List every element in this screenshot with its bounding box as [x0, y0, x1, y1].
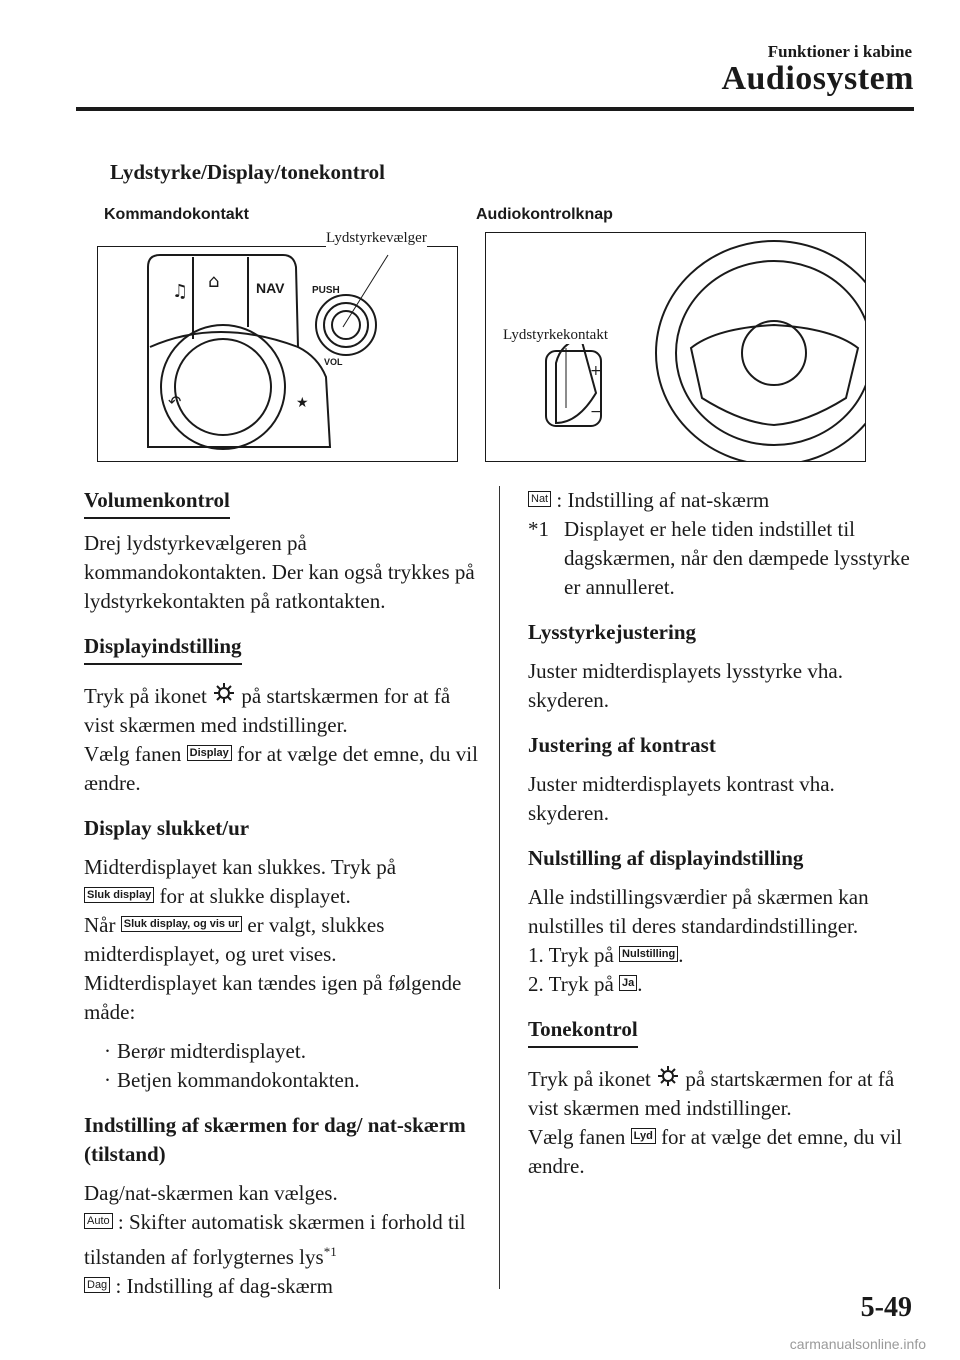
display-p2-end: for at vælge det emne, du vil ændre. — [84, 742, 478, 795]
section-title: Lydstyrke/Display/tonekontrol — [110, 160, 385, 184]
column-divider — [499, 486, 500, 1289]
command-controller-drawing — [98, 247, 457, 461]
footnote-ref: *1 — [323, 1244, 337, 1259]
vol-label: VOL — [324, 357, 343, 367]
display-p2-start: Vælg fanen — [84, 742, 182, 766]
step-1-text: 1. Tryk på — [528, 943, 614, 967]
display-off-p2-start: Når — [84, 913, 116, 937]
nav-label: NAV — [256, 280, 285, 296]
steering-wheel-drawing — [486, 233, 865, 461]
display-p1-start: Tryk på ikonet — [84, 684, 207, 708]
display-off-button: Sluk display — [84, 887, 154, 903]
tone-paragraph-1 — [528, 1064, 918, 1123]
tone-p2-start: Vælg fanen — [528, 1125, 626, 1149]
volume-heading: Volumenkontrol — [84, 486, 230, 519]
brightness-heading: Lysstyrkejustering — [528, 620, 696, 644]
reset-step-1: 1. Tryk på Nulstilling . — [528, 943, 684, 967]
watermark: carmanualsonline.info — [789, 1336, 926, 1352]
header-section: Funktioner i kabine — [767, 42, 912, 61]
auto-button: Auto — [84, 1213, 113, 1229]
reset-heading: Nulstilling af displayindstilling — [528, 846, 804, 870]
sound-tab-button: Lyd — [631, 1128, 656, 1144]
home-icon: ⌂ — [208, 271, 220, 292]
display-off-p2 — [84, 911, 480, 969]
command-controller-illustration — [97, 246, 458, 462]
display-off-heading: Display slukket/ur — [84, 816, 250, 840]
display-paragraph-1 — [84, 681, 480, 740]
volume-switch-callout: Lydstyrkekontakt — [503, 327, 608, 343]
push-label: PUSH — [312, 285, 340, 296]
tone-p2-end: for at vælge det emne, du vil ændre. — [528, 1125, 902, 1178]
settings-gear-icon — [656, 1064, 680, 1088]
nat-option — [528, 486, 918, 515]
volume-down-icon: − — [590, 404, 602, 420]
volume-text: Drej lydstyrkevælgeren på kommandokontakten. Der kan også trykkes på lydstyrkekontakten på ratkontakten. — [84, 531, 475, 613]
display-off-p2-end: er valgt, slukkes midterdisplayet, og uret vises. — [84, 913, 385, 966]
favorite-icon: ★ — [296, 395, 309, 411]
tone-p1-start: Tryk på ikonet — [528, 1067, 651, 1091]
nat-text: : Indstilling af nat-skærm — [556, 488, 770, 512]
display-off-p3: Midterdisplayet kan tændes igen på følgende måde: — [84, 971, 462, 1024]
music-icon: ♫ — [172, 281, 189, 302]
day-night-heading: Indstilling af skærmen for dag/ nat-skærm (tilstand) — [84, 1113, 466, 1166]
auto-option — [84, 1208, 480, 1272]
volume-dial-callout: Lydstyrkevælger — [326, 230, 427, 246]
display-off-p1-text: Midterdisplayet kan slukkes. Tryk på — [84, 855, 397, 879]
figure-left-title: Kommandokontakt — [104, 206, 249, 223]
display-heading: Displayindstilling — [84, 632, 242, 665]
footnote — [528, 515, 918, 602]
volume-up-icon: + — [590, 363, 602, 379]
steering-wheel-illustration — [485, 232, 866, 462]
left-column — [84, 486, 480, 1301]
tone-p1-end: på startskærmen for at få vist skærmen med indstillinger. — [528, 1067, 895, 1120]
contrast-text: Juster midterdisplayets kontrast vha. skyderen. — [528, 772, 835, 825]
reset-text: Alle indstillingsværdier på skærmen kan nulstilles til deres standardindstillinger. — [528, 885, 869, 938]
reset-step-2: 2. Tryk på Ja . — [528, 972, 643, 996]
day-night-text: Dag/nat-skærmen kan vælges. — [84, 1181, 338, 1205]
footnote-text: Displayet er hele tiden indstillet til dagskærmen, når den dæmpede lysstyrke er annulleret. — [564, 517, 910, 599]
dag-text: : Indstilling af dag-skærm — [115, 1274, 333, 1298]
tone-paragraph-2 — [528, 1123, 918, 1181]
nat-button: Nat — [528, 491, 551, 507]
step-2-text: 2. Tryk på — [528, 972, 614, 996]
display-off-p1 — [84, 853, 480, 911]
contrast-heading: Justering af kontrast — [528, 733, 716, 757]
right-column — [528, 486, 918, 1181]
display-off-p1-end: for at slukke displayet. — [159, 884, 351, 908]
brightness-text: Juster midterdisplayets lysstyrke vha. skyderen. — [528, 659, 843, 712]
bullet-item: · Berør midterdisplayet. — [84, 1037, 480, 1066]
auto-text: : Skifter automatisk skærmen i forhold til tilstanden af forlygternes lys — [84, 1210, 466, 1269]
yes-button: Ja — [619, 975, 637, 991]
settings-gear-icon — [212, 681, 236, 705]
bullet-item: · Betjen kommandokontakten. — [84, 1066, 480, 1095]
display-paragraph-2 — [84, 740, 480, 798]
header-rule — [76, 107, 914, 111]
page-number: 5-49 — [860, 1292, 912, 1323]
dag-button: Dag — [84, 1277, 110, 1293]
tone-heading: Tonekontrol — [528, 1015, 638, 1048]
display-tab-button: Display — [187, 745, 232, 761]
header-chapter: Audiosystem — [721, 60, 914, 97]
figure-right-title: Audiokontrolknap — [476, 206, 613, 223]
display-p1-end: på startskærmen for at få vist skærmen med indstillinger. — [84, 684, 451, 737]
footnote-mark: *1 — [528, 517, 549, 541]
dag-option — [84, 1272, 480, 1301]
display-off-clock-button: Sluk display, og vis ur — [121, 916, 242, 932]
reset-button: Nulstilling — [619, 946, 678, 962]
back-icon: ↶ — [168, 392, 182, 411]
